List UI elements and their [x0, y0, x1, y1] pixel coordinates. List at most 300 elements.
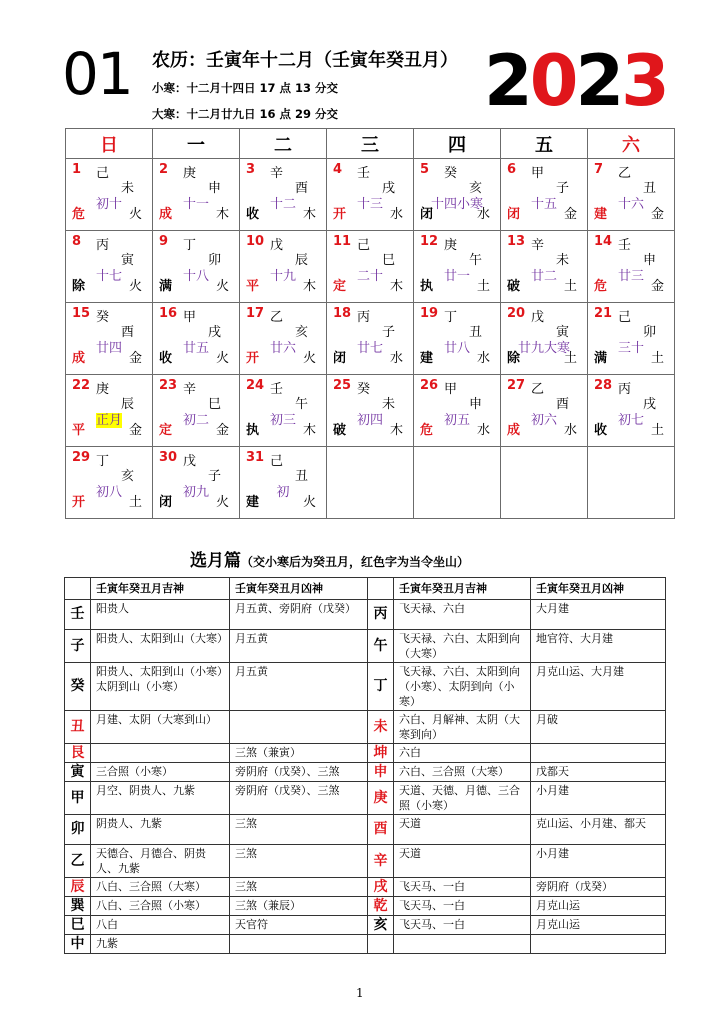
- auspicious-spirits: 阳贵人: [91, 600, 230, 630]
- earthly-branch: 子: [381, 325, 395, 340]
- day-officer: 闭: [333, 351, 347, 366]
- empty-day-cell: [327, 447, 414, 519]
- day-cell: [588, 159, 675, 231]
- lunar-date-text: 初三: [269, 413, 296, 428]
- inauspicious-spirits: [230, 711, 368, 744]
- heavenly-stem: 丁: [96, 454, 110, 469]
- empty-day-cell: [414, 447, 501, 519]
- mountain-label: 午: [368, 630, 394, 663]
- heavenly-stem: 丁: [444, 310, 458, 325]
- earthly-branch: 未: [381, 397, 395, 412]
- lunar-date-text: 十一: [182, 197, 209, 212]
- day-cell: [66, 231, 153, 303]
- day-officer: 建: [420, 351, 434, 366]
- earthly-branch: 戌: [381, 181, 395, 196]
- day-content: [240, 159, 326, 230]
- earthly-branch: 子: [207, 469, 221, 484]
- earthly-branch: 申: [207, 181, 221, 196]
- day-number: 16: [159, 306, 178, 321]
- selection-header-row: [65, 578, 666, 600]
- day-element: 金: [650, 207, 664, 222]
- lunar-date-text: 初五: [443, 413, 470, 428]
- day-number: 27: [507, 378, 526, 393]
- day-cell: [327, 375, 414, 447]
- day-element: 水: [563, 423, 577, 438]
- mountain-label: 艮: [65, 744, 91, 763]
- earthly-branch: 午: [468, 253, 482, 268]
- heavenly-stem: 甲: [531, 166, 545, 181]
- day-officer: 满: [594, 351, 608, 366]
- day-number: 13: [507, 234, 526, 249]
- day-officer: 破: [507, 279, 521, 294]
- inauspicious-spirits: 旁阴府（戊癸）、三煞: [230, 782, 368, 815]
- day-officer: 执: [420, 279, 434, 294]
- day-content: [414, 231, 500, 302]
- selection-row: [65, 744, 666, 763]
- day-number: 21: [594, 306, 613, 321]
- day-content: [327, 159, 413, 230]
- calendar-week-row: [66, 447, 675, 519]
- day-officer: 收: [246, 207, 260, 222]
- selection-heading: 选月篇: [190, 551, 241, 571]
- day-content: [153, 375, 239, 446]
- day-cell: [153, 159, 240, 231]
- day-officer: 平: [72, 423, 86, 438]
- day-cell: [414, 375, 501, 447]
- day-officer: 成: [507, 423, 521, 438]
- day-number: 7: [594, 162, 604, 177]
- inauspicious-spirits: 三煞: [230, 815, 368, 845]
- inauspicious-spirits: 三煞（兼寅）: [230, 744, 368, 763]
- selection-row: [65, 897, 666, 916]
- mountain-label: 卯: [65, 815, 91, 845]
- day-content: [501, 375, 587, 446]
- weekday-header: 三: [327, 129, 414, 159]
- solar-term-minor-cold: 小寒：十二月十四日 17 点 13 分交: [152, 81, 339, 95]
- day-officer: 建: [246, 495, 260, 510]
- lunar-date-text: 初: [276, 485, 290, 500]
- mountain-label: 壬: [65, 600, 91, 630]
- earthly-branch: 亥: [294, 325, 308, 340]
- lunar-date-text: 廿八: [443, 341, 470, 356]
- heavenly-stem: 甲: [183, 310, 197, 325]
- day-element: 木: [215, 207, 229, 222]
- calendar-week-row: [66, 375, 675, 447]
- day-officer: 开: [333, 207, 347, 222]
- lunar-date-text: 十七: [95, 269, 122, 284]
- day-content: [66, 447, 152, 518]
- selection-row: [65, 782, 666, 815]
- day-officer: 收: [594, 423, 608, 438]
- inauspicious-spirits: 旁阴府（戊癸）: [531, 878, 666, 897]
- inauspicious-spirits: 旁阴府（戊癸）、三煞: [230, 763, 368, 782]
- day-officer: 定: [333, 279, 347, 294]
- heavenly-stem: 癸: [357, 382, 371, 397]
- year-digit: 2: [484, 40, 530, 122]
- day-officer: 建: [594, 207, 608, 222]
- mountain-label: 辛: [368, 845, 394, 878]
- calendar-week-row: [66, 159, 675, 231]
- lunar-date-text: 十六: [617, 197, 644, 212]
- auspicious-spirits: 飞天马、一白: [394, 878, 531, 897]
- mountain-label: 寅: [65, 763, 91, 782]
- day-cell: [240, 231, 327, 303]
- day-number: 3: [246, 162, 256, 177]
- inauspicious-spirits: 月克山运: [531, 897, 666, 916]
- day-content: [327, 375, 413, 446]
- day-content: [66, 159, 152, 230]
- day-content: [588, 303, 674, 374]
- lunar-date-text: 十九: [269, 269, 296, 284]
- heavenly-stem: 丙: [618, 382, 632, 397]
- auspicious-spirits: 九紫: [91, 935, 230, 954]
- inauspicious-spirits: 戊都天: [531, 763, 666, 782]
- day-element: 水: [476, 423, 490, 438]
- day-element: 火: [302, 351, 316, 366]
- mountain-label: 亥: [368, 916, 394, 935]
- auspicious-spirits: 飞天马、一白: [394, 916, 531, 935]
- year-digit: 3: [621, 40, 667, 122]
- day-content: [414, 303, 500, 374]
- day-content: [153, 303, 239, 374]
- mountain-label: 甲: [65, 782, 91, 815]
- mountain-label: 辰: [65, 878, 91, 897]
- day-number: 8: [72, 234, 82, 249]
- day-cell: [501, 375, 588, 447]
- day-element: 土: [650, 351, 664, 366]
- calendar-grid: [65, 128, 675, 519]
- day-officer: 成: [72, 351, 86, 366]
- header-cell: 壬寅年癸丑月凶神: [531, 578, 666, 600]
- day-content: [588, 231, 674, 302]
- inauspicious-spirits: 月五黄、旁阴府（戊癸）: [230, 600, 368, 630]
- inauspicious-spirits: 月五黄: [230, 663, 368, 711]
- earthly-branch: 申: [468, 397, 482, 412]
- day-number: 24: [246, 378, 265, 393]
- day-element: 水: [389, 351, 403, 366]
- day-cell: [327, 231, 414, 303]
- earthly-branch: 酉: [555, 397, 569, 412]
- selection-row: [65, 763, 666, 782]
- auspicious-spirits: [394, 935, 531, 954]
- day-element: 木: [302, 207, 316, 222]
- day-element: 土: [650, 423, 664, 438]
- earthly-branch: 丑: [642, 181, 656, 196]
- day-content: [66, 375, 152, 446]
- inauspicious-spirits: 克山运、小月建、都天: [531, 815, 666, 845]
- day-number: 4: [333, 162, 343, 177]
- solar-term-major-cold: 大寒：十二月廿九日 16 点 29 分交: [152, 107, 339, 121]
- weekday-header: 六: [588, 129, 675, 159]
- day-number: 30: [159, 450, 178, 465]
- earthly-branch: 巳: [207, 397, 221, 412]
- heavenly-stem: 壬: [270, 382, 284, 397]
- earthly-branch: 丑: [468, 325, 482, 340]
- heavenly-stem: 己: [357, 238, 371, 253]
- day-element: 火: [215, 351, 229, 366]
- auspicious-spirits: 月空、阴贵人、九紫: [91, 782, 230, 815]
- weekday-header: 五: [501, 129, 588, 159]
- lunar-date-text: 正月: [95, 413, 122, 428]
- day-element: 金: [128, 351, 142, 366]
- day-number: 29: [72, 450, 91, 465]
- earthly-branch: 寅: [555, 325, 569, 340]
- auspicious-spirits: 飞天禄、六白、太阳到向（小寒）、太阴到向（小寒）: [394, 663, 531, 711]
- day-number: 19: [420, 306, 439, 321]
- mountain-label: 酉: [368, 815, 394, 845]
- year-digit: 2: [575, 40, 622, 122]
- lunar-date-text: 初四: [356, 413, 383, 428]
- mountain-label: 申: [368, 763, 394, 782]
- earthly-branch: 戌: [642, 397, 656, 412]
- day-element: 火: [128, 207, 142, 222]
- earthly-branch: 未: [555, 253, 569, 268]
- page-number: 1: [356, 986, 364, 1000]
- lunar-date-text: 初十: [95, 197, 122, 212]
- calendar-week-row: [66, 231, 675, 303]
- day-number: 6: [507, 162, 517, 177]
- calendar-body: [66, 159, 675, 519]
- calendar-week-row: [66, 303, 675, 375]
- lunar-date-text: 初七: [617, 413, 644, 428]
- heavenly-stem: 癸: [444, 166, 458, 181]
- selection-row: [65, 815, 666, 845]
- heavenly-stem: 乙: [270, 310, 284, 325]
- earthly-branch: 申: [642, 253, 656, 268]
- selection-row: [65, 711, 666, 744]
- lunar-date-text: 二十: [356, 269, 383, 284]
- day-officer: 开: [246, 351, 260, 366]
- weekday-header: 四: [414, 129, 501, 159]
- weekday-header: 一: [153, 129, 240, 159]
- selection-body: [65, 600, 666, 954]
- day-element: 金: [650, 279, 664, 294]
- auspicious-spirits: 月建、太阴（大寒到山）: [91, 711, 230, 744]
- heavenly-stem: 戊: [270, 238, 284, 253]
- year-digit: 0: [529, 40, 576, 122]
- header-empty: [65, 578, 91, 600]
- header-cell: 壬寅年癸丑月凶神: [230, 578, 368, 600]
- day-officer: 执: [246, 423, 260, 438]
- earthly-branch: 午: [294, 397, 308, 412]
- day-cell: [153, 231, 240, 303]
- auspicious-spirits: 八白、三合照（大寒）: [91, 878, 230, 897]
- mountain-label: 乾: [368, 897, 394, 916]
- mountain-label: 癸: [65, 663, 91, 711]
- day-cell: [414, 231, 501, 303]
- day-cell: [66, 303, 153, 375]
- day-content: [240, 231, 326, 302]
- heavenly-stem: 辛: [270, 166, 284, 181]
- day-element: 土: [563, 279, 577, 294]
- inauspicious-spirits: 月五黄: [230, 630, 368, 663]
- day-cell: [501, 231, 588, 303]
- inauspicious-spirits: 月克山运、大月建: [531, 663, 666, 711]
- auspicious-spirits: 阳贵人、太阳到山（大寒）: [91, 630, 230, 663]
- selection-row: [65, 916, 666, 935]
- auspicious-spirits: 飞天马、一白: [394, 897, 531, 916]
- day-element: 火: [128, 279, 142, 294]
- weekday-header: 二: [240, 129, 327, 159]
- day-cell: [240, 159, 327, 231]
- selection-row: [65, 878, 666, 897]
- auspicious-spirits: 天道、天德、月德、三合照（小寒）: [394, 782, 531, 815]
- heavenly-stem: 辛: [183, 382, 197, 397]
- earthly-branch: 寅: [120, 253, 134, 268]
- day-content: [153, 447, 239, 518]
- heavenly-stem: 己: [618, 310, 632, 325]
- earthly-branch: 巳: [381, 253, 395, 268]
- earthly-branch: 辰: [294, 253, 308, 268]
- day-cell: [327, 303, 414, 375]
- selection-row: [65, 630, 666, 663]
- lunar-date-text: 初八: [95, 485, 122, 500]
- day-element: 土: [563, 351, 577, 366]
- inauspicious-spirits: [531, 744, 666, 763]
- heavenly-stem: 乙: [618, 166, 632, 181]
- day-element: 火: [215, 495, 229, 510]
- heavenly-stem: 癸: [96, 310, 110, 325]
- lunar-title: 农历：壬寅年十二月（壬寅年癸丑月）: [152, 50, 458, 71]
- auspicious-spirits: 六白、月解神、太阴（大寒到向）: [394, 711, 531, 744]
- selection-row: [65, 935, 666, 954]
- day-number: 12: [420, 234, 439, 249]
- header-empty: [368, 578, 394, 600]
- day-officer: 满: [159, 279, 173, 294]
- day-number: 31: [246, 450, 265, 465]
- lunar-date-text: 廿六: [269, 341, 296, 356]
- earthly-branch: 亥: [468, 181, 482, 196]
- empty-day-cell: [501, 447, 588, 519]
- weekday-header-row: [66, 129, 675, 159]
- day-element: 金: [215, 423, 229, 438]
- header-cell: 壬寅年癸丑月吉神: [91, 578, 230, 600]
- day-element: 金: [563, 207, 577, 222]
- selection-row: [65, 600, 666, 630]
- selection-row: [65, 845, 666, 878]
- earthly-branch: 酉: [294, 181, 308, 196]
- heavenly-stem: 壬: [357, 166, 371, 181]
- lunar-date-text: 初六: [530, 413, 557, 428]
- heavenly-stem: 庚: [444, 238, 458, 253]
- day-cell: [66, 375, 153, 447]
- day-element: 水: [476, 207, 490, 222]
- heavenly-stem: 戊: [531, 310, 545, 325]
- day-content: [240, 447, 326, 518]
- day-content: [153, 159, 239, 230]
- day-cell: [153, 303, 240, 375]
- lunar-date-text: 廿二: [530, 269, 557, 284]
- day-element: 火: [215, 279, 229, 294]
- auspicious-spirits: 飞天禄、六白、太阳到向（大寒）: [394, 630, 531, 663]
- earthly-branch: 卯: [642, 325, 656, 340]
- day-cell: [153, 375, 240, 447]
- earthly-branch: 子: [555, 181, 569, 196]
- earthly-branch: 戌: [207, 325, 221, 340]
- day-element: 火: [302, 495, 316, 510]
- inauspicious-spirits: 三煞: [230, 878, 368, 897]
- header-cell: 壬寅年癸丑月吉神: [394, 578, 531, 600]
- heavenly-stem: 丁: [183, 238, 197, 253]
- mountain-label: 丁: [368, 663, 394, 711]
- day-content: [501, 303, 587, 374]
- day-element: 木: [389, 423, 403, 438]
- day-number: 23: [159, 378, 178, 393]
- day-element: 水: [476, 351, 490, 366]
- auspicious-spirits: 天德合、月德合、阴贵人、九紫: [91, 845, 230, 878]
- mountain-label: 戌: [368, 878, 394, 897]
- day-content: [327, 303, 413, 374]
- day-number: 28: [594, 378, 613, 393]
- day-number: 25: [333, 378, 352, 393]
- heavenly-stem: 庚: [96, 382, 110, 397]
- year-number: [484, 40, 667, 122]
- auspicious-spirits: 八白: [91, 916, 230, 935]
- day-content: [327, 231, 413, 302]
- heavenly-stem: 辛: [531, 238, 545, 253]
- day-cell: [153, 447, 240, 519]
- day-cell: [240, 375, 327, 447]
- day-element: 木: [302, 423, 316, 438]
- day-content: [240, 303, 326, 374]
- day-number: 15: [72, 306, 91, 321]
- lunar-date-text: 廿一: [443, 269, 470, 284]
- lunar-date-text: 廿七: [356, 341, 383, 356]
- day-number: 20: [507, 306, 526, 321]
- day-element: 木: [389, 279, 403, 294]
- lunar-date-text: 十三: [356, 197, 383, 212]
- inauspicious-spirits: [230, 935, 368, 954]
- lunar-date-text: 廿三: [617, 269, 644, 284]
- auspicious-spirits: 阴贵人、九紫: [91, 815, 230, 845]
- day-number: 10: [246, 234, 265, 249]
- day-cell: [501, 303, 588, 375]
- day-content: [501, 231, 587, 302]
- day-cell: [588, 303, 675, 375]
- inauspicious-spirits: 小月建: [531, 782, 666, 815]
- day-number: 14: [594, 234, 613, 249]
- inauspicious-spirits: 天官符: [230, 916, 368, 935]
- heavenly-stem: 戊: [183, 454, 197, 469]
- mountain-label: 庚: [368, 782, 394, 815]
- inauspicious-spirits: [531, 935, 666, 954]
- day-content: [588, 375, 674, 446]
- heavenly-stem: 庚: [183, 166, 197, 181]
- day-number: 11: [333, 234, 352, 249]
- selection-subtitle: （交小寒后为癸丑月，红色字为当令坐山）: [241, 555, 470, 569]
- lunar-date-text: 廿五: [182, 341, 209, 356]
- day-cell: [588, 375, 675, 447]
- auspicious-spirits: 六白: [394, 744, 531, 763]
- auspicious-spirits: 三合照（小寒）: [91, 763, 230, 782]
- auspicious-spirits: 天道: [394, 815, 531, 845]
- day-officer: 平: [246, 279, 260, 294]
- mountain-label: [368, 935, 394, 954]
- earthly-branch: 辰: [120, 397, 134, 412]
- day-content: [588, 159, 674, 230]
- day-cell: [414, 303, 501, 375]
- inauspicious-spirits: 地官符、大月建: [531, 630, 666, 663]
- day-officer: 收: [159, 351, 173, 366]
- inauspicious-spirits: 月克山运: [531, 916, 666, 935]
- lunar-date-text: 廿四: [95, 341, 122, 356]
- day-element: 金: [128, 423, 142, 438]
- day-cell: [66, 447, 153, 519]
- day-officer: 开: [72, 495, 86, 510]
- mountain-label: 子: [65, 630, 91, 663]
- day-officer: 闭: [507, 207, 521, 222]
- lunar-date-text: 十二: [269, 197, 296, 212]
